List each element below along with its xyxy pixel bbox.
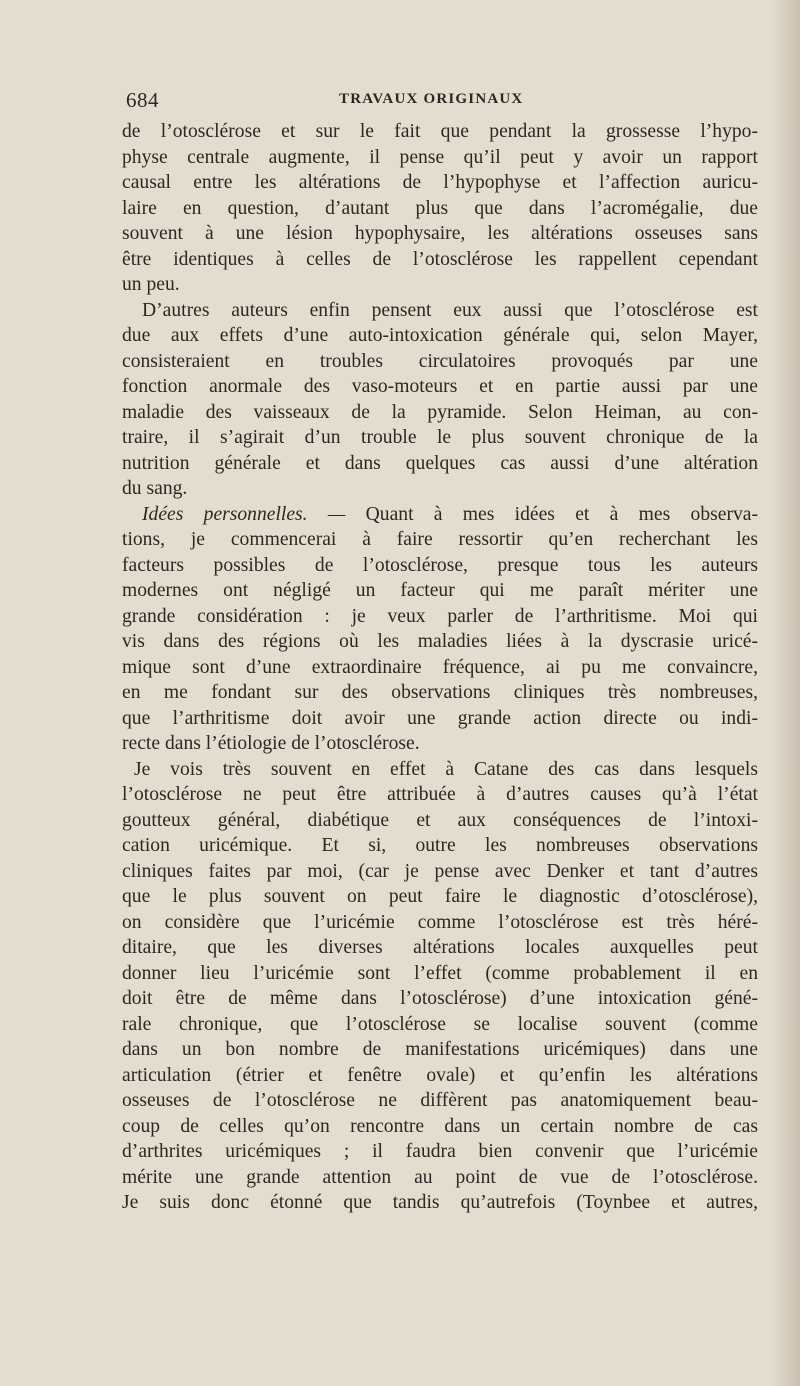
text-line: ditaire, que les diverses altérations locales auxquelles peut: [122, 937, 758, 958]
text-line: goutteux général, diabétique et aux conséquences de l’intoxi-: [122, 809, 758, 831]
text-line: mérite une grande attention au point de vue de l’otosclérose.: [122, 1166, 758, 1188]
text-line: être identiques à celles de l’otosclérose les rappellent cependant: [122, 248, 758, 270]
subheading: Idées personnelles. —: [142, 503, 346, 525]
text-line: consisteraient en troubles circulatoires provoqués par une: [122, 350, 758, 372]
text-line: vis dans des régions où les maladies liées à la dyscrasie uricé-: [122, 631, 758, 652]
text-line: en me fondant sur des observations cliniques très nombreuses,: [122, 682, 758, 703]
text-line: tions, je commencerai à faire ressortir qu’en recherchant les: [122, 529, 758, 550]
text-line: maladie des vaisseaux de la pyramide. Selon Heiman, au con-: [122, 401, 758, 423]
text-line: l’otosclérose ne peut être attribuée à d’autres causes qu’à l’état: [122, 784, 758, 805]
page-number: 684: [126, 88, 159, 112]
text-line: nutrition générale et dans quelques cas aussi d’une altération: [122, 452, 758, 474]
body-text: [122, 119, 758, 1216]
text-line: D’autres auteurs enfin pensent eux aussi que l’otosclérose est: [142, 299, 758, 321]
text-fragment: Quant à mes idées et à mes observa-: [365, 503, 758, 525]
text-line: cation uricémique. Et si, outre les nombreuses observations: [122, 835, 758, 856]
text-line: que l’arthritisme doit avoir une grande action directe ou indi-: [122, 707, 758, 729]
text-line: causal entre les altérations de l’hypophyse et l’affection auricu-: [122, 172, 758, 193]
text-line: traire, il s’agirait d’un trouble le plus souvent chronique de la: [122, 427, 758, 448]
text-line: rale chronique, que l’otosclérose se localise souvent (comme: [122, 1013, 758, 1035]
text-line: dans un bon nombre de manifestations uricémiques) dans une: [122, 1039, 758, 1060]
text-line: du sang.: [122, 478, 188, 499]
text-line: de l’otosclérose et sur le fait que pendant la grossesse l’hypo-: [122, 121, 758, 142]
text-line: modernes ont négligé un facteur qui me paraît mériter une: [122, 580, 758, 601]
running-header: [126, 88, 754, 114]
text-line: grande considération : je veux parler de l’arthritisme. Moi qui: [122, 605, 758, 627]
text-line: Je vois très souvent en effet à Catane des cas dans lesquels: [134, 758, 758, 780]
text-line: osseuses de l’otosclérose ne diffèrent pas anatomiquement beau-: [122, 1090, 758, 1111]
text-line: laire en question, d’autant plus que dans l’acromégalie, due: [122, 197, 758, 219]
subheading-line: [122, 502, 758, 528]
text-line: un peu.: [122, 274, 180, 295]
text-line: on considère que l’uricémie comme l’otosclérose est très héré-: [122, 911, 758, 933]
text-line: fonction anormale des vaso-moteurs et en partie aussi par une: [122, 376, 758, 397]
text-line: recte dans l’étiologie de l’otosclérose.: [122, 733, 420, 754]
text-line: physe centrale augmente, il pense qu’il peut y avoir un rapport: [122, 146, 758, 168]
text-line: Je suis donc étonné que tandis qu’autrefois (Toynbee et autres,: [122, 1192, 758, 1213]
text-line: facteurs possibles de l’otosclérose, presque tous les auteurs: [122, 554, 758, 576]
text-line: que le plus souvent on peut faire le diagnostic d’otosclérose),: [122, 886, 758, 907]
running-title: TRAVAUX ORIGINAUX: [339, 91, 524, 107]
text-line: articulation (étrier et fenêtre ovale) et qu’enfin les altérations: [122, 1064, 758, 1086]
text-line: souvent à une lésion hypophysaire, les altérations osseuses sans: [122, 223, 758, 244]
text-line: d’arthrites uricémiques ; il faudra bien convenir que l’uricémie: [122, 1141, 758, 1162]
text-line: cliniques faites par moi, (car je pense avec Denker et tant d’autres: [122, 860, 758, 882]
text-line: doit être de même dans l’otosclérose) d’une intoxication géné-: [122, 988, 758, 1009]
text-line: due aux effets d’une auto-intoxication générale qui, selon Mayer,: [122, 325, 758, 346]
text-line: mique sont d’une extraordinaire fréquence, ai pu me convaincre,: [122, 656, 758, 678]
text-line: donner lieu l’uricémie sont l’effet (comme probablement il en: [122, 962, 758, 984]
text-line: coup de celles qu’on rencontre dans un certain nombre de cas: [122, 1115, 758, 1137]
